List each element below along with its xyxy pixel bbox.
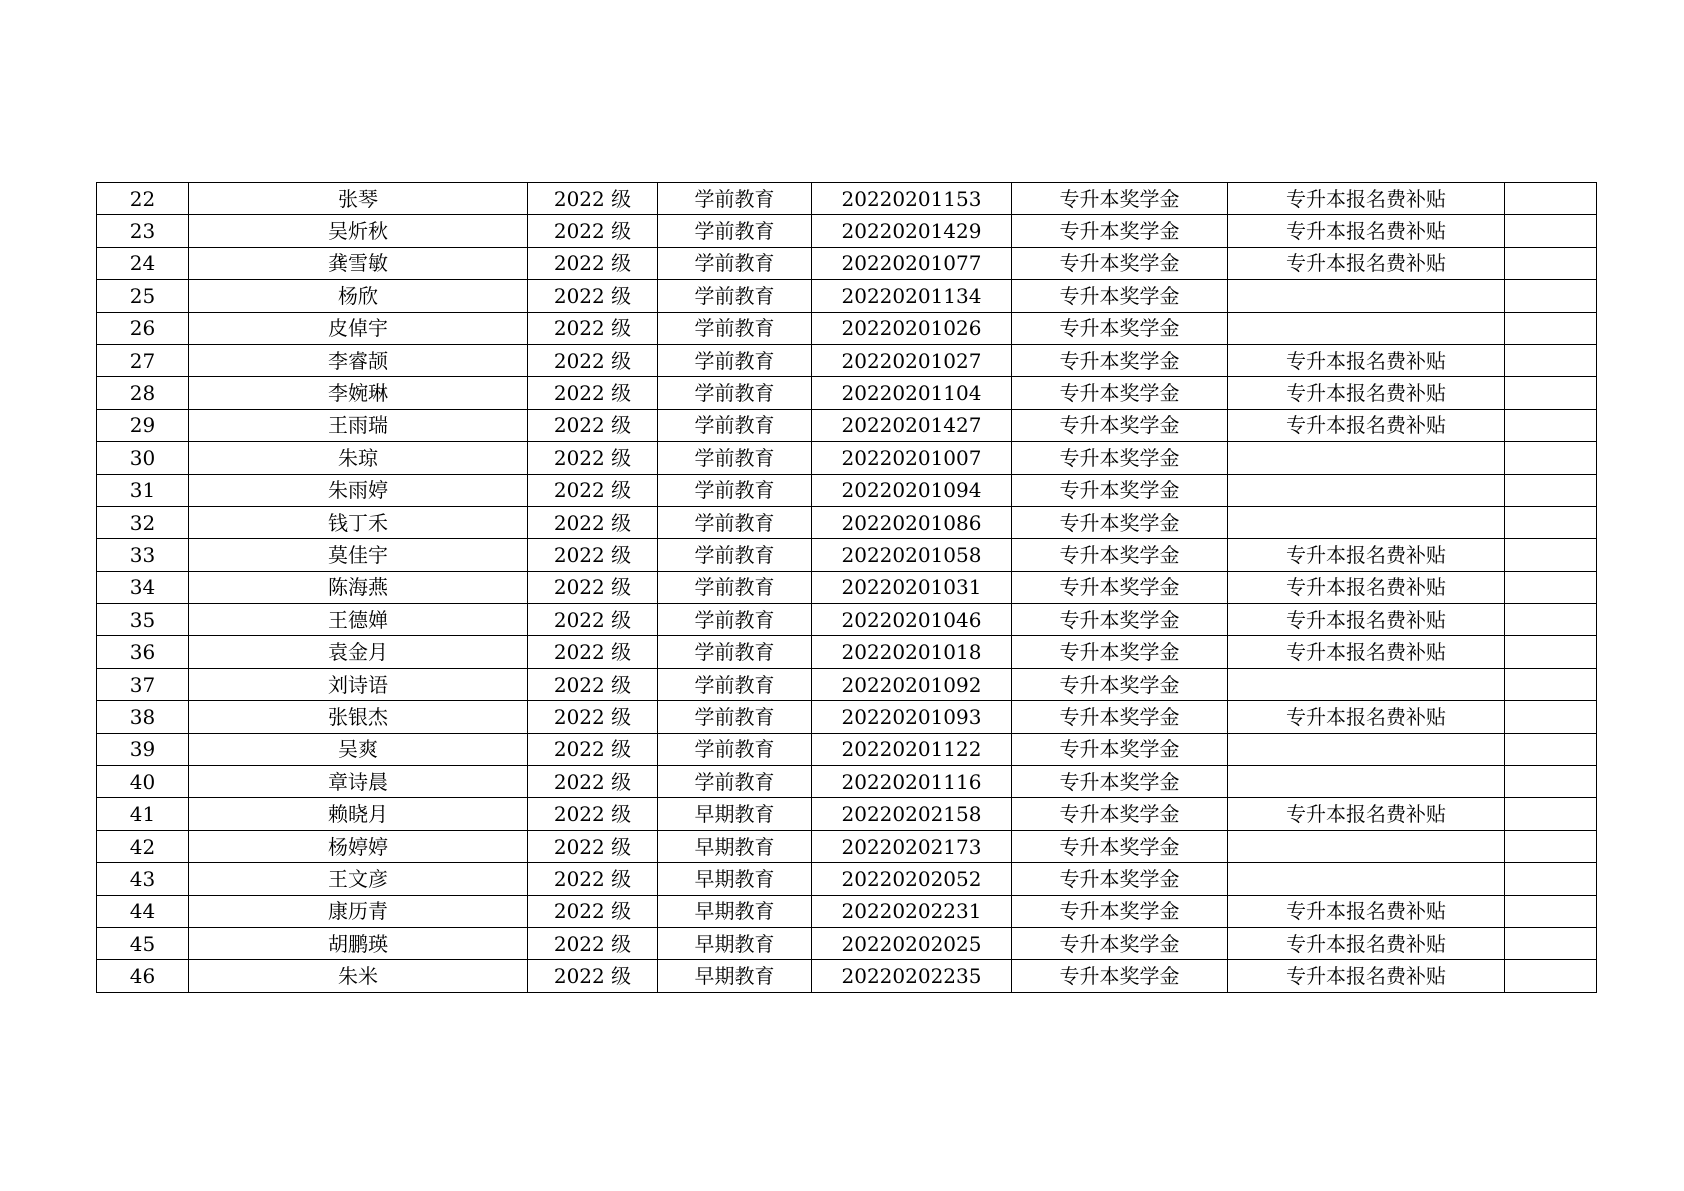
major-cell: 学前教育 — [658, 247, 812, 279]
student-id-cell: 20220201077 — [812, 247, 1012, 279]
scholarship-cell: 专升本奖学金 — [1012, 863, 1228, 895]
row-number-cell: 41 — [97, 798, 189, 830]
row-number-cell: 31 — [97, 474, 189, 506]
remarks-cell — [1505, 215, 1597, 247]
major-cell: 学前教育 — [658, 604, 812, 636]
name-cell: 刘诗语 — [189, 668, 528, 700]
scholarship-cell: 专升本奖学金 — [1012, 247, 1228, 279]
scholarship-cell: 专升本奖学金 — [1012, 539, 1228, 571]
student-id-cell: 20220201093 — [812, 701, 1012, 733]
remarks-cell — [1505, 183, 1597, 215]
table-row — [97, 312, 1597, 344]
grade-cell: 2022 级 — [528, 344, 658, 376]
remarks-cell — [1505, 280, 1597, 312]
name-cell: 张琴 — [189, 183, 528, 215]
table-body — [97, 183, 1597, 993]
student-id-cell: 20220202025 — [812, 927, 1012, 959]
row-number-cell: 33 — [97, 539, 189, 571]
remarks-cell — [1505, 701, 1597, 733]
scholarship-cell: 专升本奖学金 — [1012, 409, 1228, 441]
remarks-cell — [1505, 733, 1597, 765]
subsidy-cell: 专升本报名费补贴 — [1228, 183, 1505, 215]
row-number-cell: 39 — [97, 733, 189, 765]
name-cell: 朱雨婷 — [189, 474, 528, 506]
table-row — [97, 733, 1597, 765]
student-id-cell: 20220201429 — [812, 215, 1012, 247]
student-id-cell: 20220201027 — [812, 344, 1012, 376]
grade-cell: 2022 级 — [528, 895, 658, 927]
student-id-cell: 20220201116 — [812, 766, 1012, 798]
subsidy-cell: 专升本报名费补贴 — [1228, 409, 1505, 441]
grade-cell: 2022 级 — [528, 280, 658, 312]
grade-cell: 2022 级 — [528, 863, 658, 895]
name-cell: 皮倬宇 — [189, 312, 528, 344]
major-cell: 学前教育 — [658, 312, 812, 344]
name-cell: 陈海燕 — [189, 571, 528, 603]
row-number-cell: 25 — [97, 280, 189, 312]
row-number-cell: 36 — [97, 636, 189, 668]
grade-cell: 2022 级 — [528, 830, 658, 862]
table-row — [97, 960, 1597, 992]
scholarship-cell: 专升本奖学金 — [1012, 960, 1228, 992]
major-cell: 学前教育 — [658, 409, 812, 441]
table-row — [97, 183, 1597, 215]
row-number-cell: 38 — [97, 701, 189, 733]
grade-cell: 2022 级 — [528, 183, 658, 215]
remarks-cell — [1505, 798, 1597, 830]
grade-cell: 2022 级 — [528, 927, 658, 959]
scholarship-cell: 专升本奖学金 — [1012, 215, 1228, 247]
scholarship-cell: 专升本奖学金 — [1012, 344, 1228, 376]
remarks-cell — [1505, 895, 1597, 927]
major-cell: 学前教育 — [658, 377, 812, 409]
student-id-cell: 20220202158 — [812, 798, 1012, 830]
table-row — [97, 474, 1597, 506]
scholarship-cell: 专升本奖学金 — [1012, 506, 1228, 538]
name-cell: 康历青 — [189, 895, 528, 927]
scholarship-cell: 专升本奖学金 — [1012, 895, 1228, 927]
row-number-cell: 27 — [97, 344, 189, 376]
table-row — [97, 344, 1597, 376]
subsidy-cell — [1228, 830, 1505, 862]
row-number-cell: 23 — [97, 215, 189, 247]
remarks-cell — [1505, 571, 1597, 603]
subsidy-cell: 专升本报名费补贴 — [1228, 798, 1505, 830]
subsidy-cell: 专升本报名费补贴 — [1228, 344, 1505, 376]
row-number-cell: 40 — [97, 766, 189, 798]
table-row — [97, 668, 1597, 700]
major-cell: 早期教育 — [658, 960, 812, 992]
subsidy-cell: 专升本报名费补贴 — [1228, 895, 1505, 927]
subsidy-cell: 专升本报名费补贴 — [1228, 927, 1505, 959]
table-row — [97, 766, 1597, 798]
subsidy-cell: 专升本报名费补贴 — [1228, 247, 1505, 279]
scholarship-cell: 专升本奖学金 — [1012, 636, 1228, 668]
student-id-cell: 20220201122 — [812, 733, 1012, 765]
student-id-cell: 20220202173 — [812, 830, 1012, 862]
name-cell: 王雨瑞 — [189, 409, 528, 441]
student-id-cell: 20220201427 — [812, 409, 1012, 441]
grade-cell: 2022 级 — [528, 733, 658, 765]
student-id-cell: 20220201153 — [812, 183, 1012, 215]
scholarship-cell: 专升本奖学金 — [1012, 798, 1228, 830]
name-cell: 朱琼 — [189, 442, 528, 474]
table-row — [97, 830, 1597, 862]
remarks-cell — [1505, 247, 1597, 279]
major-cell: 学前教育 — [658, 539, 812, 571]
major-cell: 早期教育 — [658, 798, 812, 830]
table-row — [97, 506, 1597, 538]
row-number-cell: 28 — [97, 377, 189, 409]
grade-cell: 2022 级 — [528, 798, 658, 830]
grade-cell: 2022 级 — [528, 442, 658, 474]
major-cell: 学前教育 — [658, 668, 812, 700]
row-number-cell: 30 — [97, 442, 189, 474]
remarks-cell — [1505, 442, 1597, 474]
subsidy-cell: 专升本报名费补贴 — [1228, 539, 1505, 571]
table-row — [97, 442, 1597, 474]
major-cell: 学前教育 — [658, 344, 812, 376]
subsidy-cell — [1228, 733, 1505, 765]
student-id-cell: 20220201104 — [812, 377, 1012, 409]
table-row — [97, 571, 1597, 603]
scholarship-cell: 专升本奖学金 — [1012, 830, 1228, 862]
grade-cell: 2022 级 — [528, 409, 658, 441]
scholarship-cell: 专升本奖学金 — [1012, 280, 1228, 312]
subsidy-cell: 专升本报名费补贴 — [1228, 377, 1505, 409]
scholarship-list-table — [96, 182, 1597, 993]
row-number-cell: 32 — [97, 506, 189, 538]
table-row — [97, 247, 1597, 279]
row-number-cell: 43 — [97, 863, 189, 895]
table-row — [97, 280, 1597, 312]
major-cell: 学前教育 — [658, 571, 812, 603]
major-cell: 早期教育 — [658, 895, 812, 927]
name-cell: 龚雪敏 — [189, 247, 528, 279]
row-number-cell: 44 — [97, 895, 189, 927]
row-number-cell: 24 — [97, 247, 189, 279]
student-id-cell: 20220201086 — [812, 506, 1012, 538]
subsidy-cell — [1228, 442, 1505, 474]
remarks-cell — [1505, 927, 1597, 959]
name-cell: 钱丁禾 — [189, 506, 528, 538]
table-row — [97, 636, 1597, 668]
subsidy-cell — [1228, 312, 1505, 344]
student-id-cell: 20220201031 — [812, 571, 1012, 603]
table-row — [97, 863, 1597, 895]
subsidy-cell: 专升本报名费补贴 — [1228, 636, 1505, 668]
student-id-cell: 20220201046 — [812, 604, 1012, 636]
grade-cell: 2022 级 — [528, 539, 658, 571]
scholarship-cell: 专升本奖学金 — [1012, 733, 1228, 765]
table-row — [97, 604, 1597, 636]
name-cell: 吴爽 — [189, 733, 528, 765]
scholarship-cell: 专升本奖学金 — [1012, 571, 1228, 603]
subsidy-cell: 专升本报名费补贴 — [1228, 215, 1505, 247]
name-cell: 吴炘秋 — [189, 215, 528, 247]
student-id-cell: 20220202231 — [812, 895, 1012, 927]
scholarship-cell: 专升本奖学金 — [1012, 604, 1228, 636]
grade-cell: 2022 级 — [528, 766, 658, 798]
table-row — [97, 927, 1597, 959]
grade-cell: 2022 级 — [528, 636, 658, 668]
major-cell: 学前教育 — [658, 506, 812, 538]
table-row — [97, 409, 1597, 441]
major-cell: 学前教育 — [658, 766, 812, 798]
name-cell: 李婉琳 — [189, 377, 528, 409]
name-cell: 杨欣 — [189, 280, 528, 312]
remarks-cell — [1505, 636, 1597, 668]
grade-cell: 2022 级 — [528, 960, 658, 992]
grade-cell: 2022 级 — [528, 668, 658, 700]
name-cell: 王德婵 — [189, 604, 528, 636]
remarks-cell — [1505, 344, 1597, 376]
grade-cell: 2022 级 — [528, 247, 658, 279]
subsidy-cell: 专升本报名费补贴 — [1228, 701, 1505, 733]
name-cell: 胡鹏瑛 — [189, 927, 528, 959]
name-cell: 王文彦 — [189, 863, 528, 895]
row-number-cell: 37 — [97, 668, 189, 700]
student-id-cell: 20220201026 — [812, 312, 1012, 344]
remarks-cell — [1505, 668, 1597, 700]
grade-cell: 2022 级 — [528, 215, 658, 247]
name-cell: 章诗晨 — [189, 766, 528, 798]
grade-cell: 2022 级 — [528, 604, 658, 636]
major-cell: 学前教育 — [658, 183, 812, 215]
subsidy-cell — [1228, 863, 1505, 895]
name-cell: 李睿颉 — [189, 344, 528, 376]
major-cell: 学前教育 — [658, 474, 812, 506]
remarks-cell — [1505, 377, 1597, 409]
remarks-cell — [1505, 409, 1597, 441]
table-row — [97, 539, 1597, 571]
remarks-cell — [1505, 539, 1597, 571]
row-number-cell: 45 — [97, 927, 189, 959]
grade-cell: 2022 级 — [528, 571, 658, 603]
grade-cell: 2022 级 — [528, 506, 658, 538]
major-cell: 早期教育 — [658, 863, 812, 895]
major-cell: 学前教育 — [658, 636, 812, 668]
table-row — [97, 895, 1597, 927]
major-cell: 学前教育 — [658, 215, 812, 247]
student-id-cell: 20220201058 — [812, 539, 1012, 571]
remarks-cell — [1505, 312, 1597, 344]
scholarship-cell: 专升本奖学金 — [1012, 766, 1228, 798]
row-number-cell: 42 — [97, 830, 189, 862]
student-id-cell: 20220201094 — [812, 474, 1012, 506]
scholarship-cell: 专升本奖学金 — [1012, 668, 1228, 700]
name-cell: 杨婷婷 — [189, 830, 528, 862]
student-id-cell: 20220201007 — [812, 442, 1012, 474]
student-id-cell: 20220202235 — [812, 960, 1012, 992]
major-cell: 学前教育 — [658, 733, 812, 765]
subsidy-cell — [1228, 766, 1505, 798]
subsidy-cell — [1228, 474, 1505, 506]
table-row — [97, 215, 1597, 247]
remarks-cell — [1505, 960, 1597, 992]
table-row — [97, 798, 1597, 830]
student-id-cell: 20220201134 — [812, 280, 1012, 312]
remarks-cell — [1505, 604, 1597, 636]
scholarship-cell: 专升本奖学金 — [1012, 183, 1228, 215]
subsidy-cell — [1228, 506, 1505, 538]
name-cell: 赖晓月 — [189, 798, 528, 830]
major-cell: 早期教育 — [658, 830, 812, 862]
subsidy-cell: 专升本报名费补贴 — [1228, 960, 1505, 992]
row-number-cell: 26 — [97, 312, 189, 344]
grade-cell: 2022 级 — [528, 312, 658, 344]
row-number-cell: 35 — [97, 604, 189, 636]
row-number-cell: 29 — [97, 409, 189, 441]
remarks-cell — [1505, 474, 1597, 506]
subsidy-cell: 专升本报名费补贴 — [1228, 604, 1505, 636]
student-id-cell: 20220202052 — [812, 863, 1012, 895]
scholarship-cell: 专升本奖学金 — [1012, 377, 1228, 409]
scholarship-cell: 专升本奖学金 — [1012, 474, 1228, 506]
major-cell: 学前教育 — [658, 280, 812, 312]
scholarship-cell: 专升本奖学金 — [1012, 442, 1228, 474]
scholarship-cell: 专升本奖学金 — [1012, 312, 1228, 344]
remarks-cell — [1505, 830, 1597, 862]
subsidy-cell: 专升本报名费补贴 — [1228, 571, 1505, 603]
row-number-cell: 46 — [97, 960, 189, 992]
name-cell: 张银杰 — [189, 701, 528, 733]
scholarship-cell: 专升本奖学金 — [1012, 701, 1228, 733]
major-cell: 学前教育 — [658, 701, 812, 733]
row-number-cell: 22 — [97, 183, 189, 215]
student-id-cell: 20220201018 — [812, 636, 1012, 668]
grade-cell: 2022 级 — [528, 474, 658, 506]
subsidy-cell — [1228, 280, 1505, 312]
remarks-cell — [1505, 506, 1597, 538]
subsidy-cell — [1228, 668, 1505, 700]
name-cell: 袁金月 — [189, 636, 528, 668]
major-cell: 早期教育 — [658, 927, 812, 959]
row-number-cell: 34 — [97, 571, 189, 603]
scholarship-cell: 专升本奖学金 — [1012, 927, 1228, 959]
grade-cell: 2022 级 — [528, 377, 658, 409]
remarks-cell — [1505, 863, 1597, 895]
table-row — [97, 377, 1597, 409]
name-cell: 朱米 — [189, 960, 528, 992]
student-id-cell: 20220201092 — [812, 668, 1012, 700]
name-cell: 莫佳宇 — [189, 539, 528, 571]
remarks-cell — [1505, 766, 1597, 798]
major-cell: 学前教育 — [658, 442, 812, 474]
table-row — [97, 701, 1597, 733]
grade-cell: 2022 级 — [528, 701, 658, 733]
